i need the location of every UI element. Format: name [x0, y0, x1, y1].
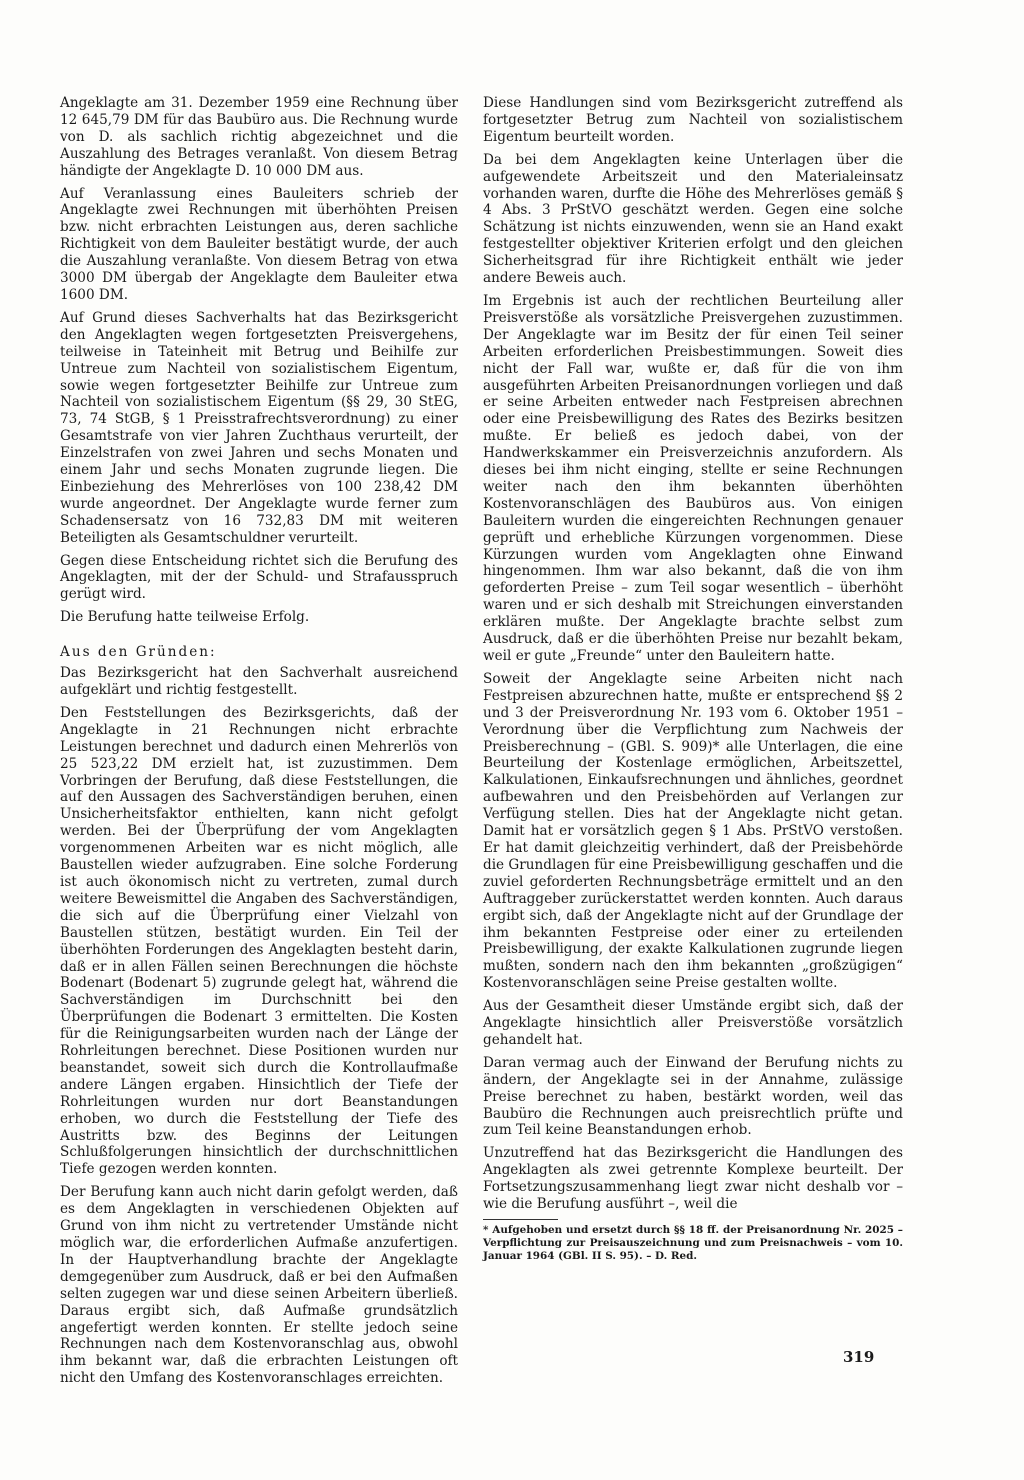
left-column: [60, 95, 458, 1393]
paragraph: Diese Handlungen sind vom Bezirksgericht zutreffend als fortgesetzter Betrug zum Nachteil von sozialistischem Eigentum beurteilt worden.: [483, 95, 903, 145]
page-number: 319: [843, 1348, 875, 1366]
paragraph: Im Ergebnis ist auch der rechtlichen Beurteilung aller Preisverstöße als vorsätzliche Preisvergehen zuzustimmen. Der Angeklagte war im Besitz der für einen Teil seiner Arbeiten erforderlichen Preisbestimmungen. Soweit dies nicht der Fall war, wußte er, daß für die von ihm ausgeführten Arbeiten Preisanordnungen vorliegen und daß er seine Arbeiten entweder nach Festpreisen abrechnen oder eine Preisbewilligung des Rates des Bezirks besitzen mußte. Er beließ es jedoch dabei, von der Handwerkskammer ein Preisverzeichnis anzufordern. Als dieses bei ihm nicht einging, stellte er seine Rechnungen weiter nach den ihm bekannten überhöhten Kostenvoranschlägen des Baubüros aus. Von einigen Bauleitern wurden die eingereichten Rechnungen genauer geprüft und erhebliche Kürzungen vorgenommen. Diese Kürzungen wurden vom Angeklagten ohne Einwand hingenommen. Ihm war also bekannt, daß die von ihm geforderten Preise – zum Teil sogar wesentlich – überhöht waren und er sich deshalb mit Streichungen einverstanden erklären mußte. Der Angeklagte brachte selbst zum Ausdruck, daß er die überhöhten Preise nur bezahlt bekam, weil er gute „Freunde“ unter den Bauleitern hatte.: [483, 292, 903, 664]
footnote: * Aufgehoben und ersetzt durch §§ 18 ff. der Preisanordnung Nr. 2025 – Verpflichtung zur Preisauszeichnung und zum Preisnachweis – vom 10. Januar 1964 (GBl. II S. 95). – D. Red.: [483, 1224, 903, 1262]
paragraph: Den Feststellungen des Bezirksgerichts, daß der Angeklagte in 21 Rechnungen nicht erbrachte Leistungen berechnet und dadurch einen Mehrerlös von 25 523,22 DM erzielt hat, ist zuzustimmen. Dem Vorbringen der Berufung, daß diese Feststellungen, die auf den Aussagen des Sachverständigen beruhen, einen Unsicherheitsfaktor enthielten, kann nicht gefolgt werden. Bei der Überprüfung der vom Angeklagten vorgenommenen Arbeiten war es nicht möglich, alle Baustellen wieder aufzugraben. Eine solche Forderung ist auch ökonomisch nicht zu vertreten, zumal durch weitere Beweismittel die Angaben des Sachverständigen, die sich auf die Überprüfung einer Vielzahl von Baustellen stützen, bestätigt wurden. Ein Teil der überhöhten Forderungen des Angeklagten besteht darin, daß er in allen Fällen seinen Berechnungen die höchste Bodenart (Bodenart 5) zugrunde gelegt hat, während die Sachverständigen im Durchschnitt bei den Überprüfungen die Bodenart 3 ermittelten. Die Kosten für die Reinigungsarbeiten wurden nach der Länge der Rohrleitungen berechnet. Diese Positionen wurden nur beanstandet, soweit sich durch die Kontrollaufmaße andere Längen ergaben. Hinsichtlich der Tiefe der Rohrleitungen wurden nur dort Beanstandungen erhoben, wo durch die Feststellung der Tiefe des Austritts bzw. des Beginns der Leitungen Schlußfolgerungen hinsichtlich der durchschnittlichen Tiefe gezogen werden konnten.: [60, 704, 458, 1178]
paragraph: Daran vermag auch der Einwand der Berufung nichts zu ändern, der Angeklagte sei in der Annahme, zulässige Preise berechnet zu haben, bestärkt worden, weil das Baubüro die Rechnungen auch preisrechtlich prüfte und zum Teil keine Beanstandungen erhob.: [483, 1054, 903, 1139]
paragraph: Unzutreffend hat das Bezirksgericht die Handlungen des Angeklagten als zwei getrennte Komplexe beurteilt. Der Fortsetzungszusammenhang liegt zwar nicht deshalb vor – wie die Berufung ausführt –, weil die: [483, 1145, 903, 1213]
right-column: [483, 95, 903, 1269]
paragraph: Aus der Gesamtheit dieser Umstände ergibt sich, daß der Angeklagte hinsichtlich aller Preisverstöße vorsätzlich gehandelt hat.: [483, 998, 903, 1048]
paragraph: Das Bezirksgericht hat den Sachverhalt ausreichend aufgeklärt und richtig festgestellt.: [60, 665, 458, 698]
paragraph: Die Berufung hatte teilweise Erfolg.: [60, 609, 310, 626]
paragraph: Angeklagte am 31. Dezember 1959 eine Rechnung über 12 645,79 DM für das Baubüro aus. Die Rechnung wurde von D. als sachlich richtig abgezeichnet und die Auszahlung des Betrages veranlaßt. Von diesem Betrag händigte der Angeklagte D. 10 000 DM aus.: [60, 95, 458, 179]
paragraph: Auf Veranlassung eines Bauleiters schrieb der Angeklagte zwei Rechnungen mit überhöhten Preisen bzw. nicht erbrachten Leistungen aus, deren sachliche Richtigkeit von dem Bauleiter bestätigt wurde, der auch die Auszahlung veranlaßte. Von diesem Betrag von etwa 3000 DM übergab der Angeklagte dem Bauleiter etwa 1600 DM.: [60, 185, 458, 303]
paragraph: Da bei dem Angeklagten keine Unterlagen über die aufgewendete Arbeitszeit und den Materialeinsatz vorhanden waren, durfte die Höhe des Mehrerlöses gemäß § 4 Abs. 3 PrStVO geschätzt werden. Gegen eine solche Schätzung ist nichts einzuwenden, wenn sie an Hand exakt festgestellter objektiver Kriterien erfolgt und den gleichen Sicherheitsgrad für ihre Richtigkeit enthält wie jeder andere Beweis auch.: [483, 151, 903, 287]
paragraph: Soweit der Angeklagte seine Arbeiten nicht nach Festpreisen abzurechnen hatte, mußte er entsprechend §§ 2 und 3 der Preisverordnung Nr. 193 vom 6. Oktober 1951 – Verordnung über die Verpflichtung zum Nachweis der Preisberechnung – (GBl. S. 909)* alle Unterlagen, die eine Beurteilung der Kostenlage ermöglichen, Arbeitszettel, Kalkulationen, Einkaufsrechnungen und ähnliches, geordnet aufbewahren und den Preisbehörden auf Verlangen zur Verfügung stellen. Dies hat der Angeklagte nicht getan. Damit hat er vorsätzlich gegen § 1 Abs. PrStVO verstoßen. Er hat damit gleichzeitig verhindert, daß der Preisbehörde die Grundlagen für eine Preisbewilligung geschaffen und die zuviel geforderten Rechnungsbeträge ermittelt und an den Auftraggeber zurückerstattet werden konnten. Auch daraus ergibt sich, daß der Angeklagte nicht auf der Grundlage der ihm bekannten Festpreise oder einer zu erteilenden Preisbewilligung, der exakte Kalkulationen zugrunde liegen mußten, sondern nach den ihm bekannten „großzügigen“ Kostenvoranschlägen seine Preise gestalten wollte.: [483, 670, 903, 992]
footnote-divider: [483, 1219, 558, 1220]
paragraph: Der Berufung kann auch nicht darin gefolgt werden, daß es dem Angeklagten in verschiedenen Objekten auf Grund von ihm nicht zu vertretender Umstände nicht möglich war, die erforderlichen Aufmaße anzufertigen. In der Hauptverhandlung brachte der Angeklagte demgegenüber zum Ausdruck, daß er bei den Aufmaßen selten zugegen war und diese seinen Arbeitern überließ. Daraus ergibt sich, daß Aufmaße grundsätzlich angefertigt werden konnten. Er stellte jedoch seine Rechnungen nach dem Kostenvoranschlag aus, obwohl ihm bekannt war, daß die erbrachten Leistungen oft nicht den Umfang des Kostenvoranschlages erreichten.: [60, 1184, 458, 1387]
paragraph: Gegen diese Entscheidung richtet sich die Berufung des Angeklagten, mit der der Schuld- und Strafausspruch gerügt wird.: [60, 552, 458, 603]
section-heading: Aus den Gründen:: [60, 644, 217, 661]
paragraph: Auf Grund dieses Sachverhalts hat das Bezirksgericht den Angeklagten wegen fortgesetzten Preisvergehens, teilweise in Tateinheit mit Betrug und Beihilfe zur Untreue zum Nachteil von sozialistischem Eigentum, sowie wegen fortgesetzter Beihilfe zur Untreue zum Nachteil von sozialistischem Eigentum (§§ 29, 30 StEG, 73, 74 StGB, § 1 Preisstrafrechtsverordnung) zu einer Gesamtstrafe von vier Jahren Zuchthaus verurteilt, der Einzelstrafen von zwei Jahren und sechs Monaten und einem Jahr und sechs Monaten zugrunde liegen. Die Einbeziehung des Mehrerlöses von 100 238,42 DM wurde angeordnet. Der Angeklagte wurde ferner zum Schadensersatz von 16 732,83 DM mit weiteren Beteiligten als Gesamtschuldner verurteilt.: [60, 309, 458, 546]
